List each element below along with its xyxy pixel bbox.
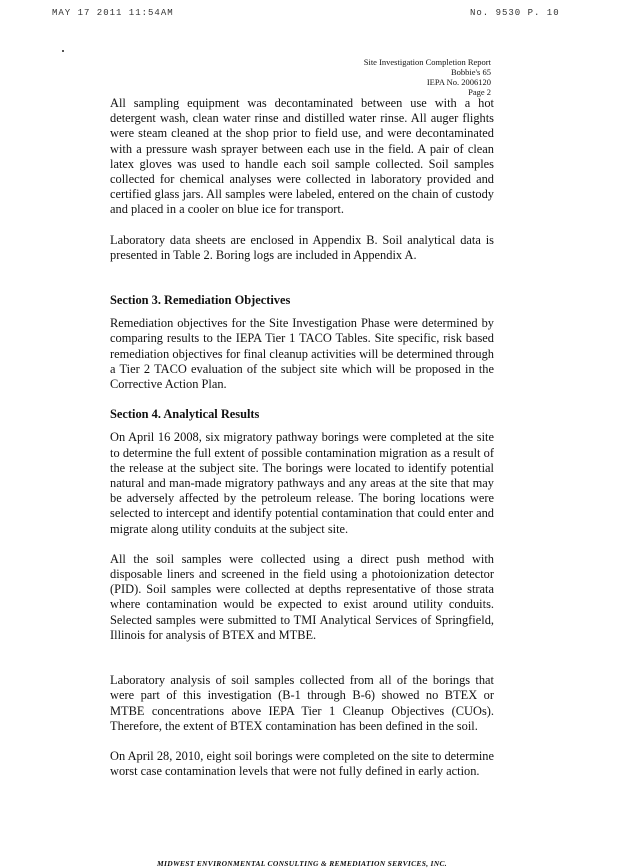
paragraph-remediation-objectives: Remediation objectives for the Site Investigation Phase were determined by comparing results to the IEPA Tier 1 TACO Tables. Site specific, risk based remediation objectives for final cleanup activities will be determined through a Tier 2 TACO evaluation of the subject site which will be proposed in the Corrective Action Plan. xyxy=(110,316,494,392)
paragraph-lab-analysis: Laboratory analysis of soil samples collected from all of the borings that were part of this investigation (B-1 through B-6) showed no BTEX or MTBE concentrations above IEPA Tier 1 Cleanup Objectives (CUOs). Therefore, the extent of BTEX contamination has been defined in the soil. xyxy=(110,673,494,733)
section-3-heading: Section 3. Remediation Objectives xyxy=(110,293,291,308)
scan-speck xyxy=(62,50,64,52)
section-4-heading: Section 4. Analytical Results xyxy=(110,407,260,422)
fax-header-right: No. 9530 P. 10 xyxy=(470,8,560,18)
site-name: Bobbie's 65 xyxy=(450,67,491,77)
fax-header-left: MAY 17 2011 11:54AM xyxy=(52,8,174,18)
paragraph-lab-data: Laboratory data sheets are enclosed in Appendix B. Soil analytical data is presented in Table 2. Boring logs are included in Appendix A. xyxy=(110,232,494,262)
report-title: Site Investigation Completion Report xyxy=(363,57,491,67)
paragraph-borings-2010: On April 28, 2010, eight soil borings were completed on the site to determine worst case contamination levels that were not fully defined in early action. xyxy=(110,748,494,779)
iepa-number: IEPA No. 2006120 xyxy=(426,77,491,87)
paragraph-soil-samples: All the soil samples were collected using a direct push method with disposable liners and screened in the field using a photoionization detector (PID). Soil samples were collected at depths representative of those strata where contamination would be expected to exist around utility conduits. Selected samples were submitted to TMI Analytical Services of Springfield, Illinois for analysis of BTEX and MTBE. xyxy=(110,551,494,642)
page-number: Page 2 xyxy=(468,87,491,97)
paragraph-borings-2008: On April 16 2008, six migratory pathway borings were completed at the site to determine the full extent of possible contamination migration as a result of the release at the subject site. The borings were located to identify potential natural and man-made migratory pathways and any areas at the site that may be adversely affected by the petroleum release. The boring locations were selected to intercept and identify potential contamination that could enter and migrate along utility conduits at the subject site. xyxy=(110,430,494,536)
company-footer: MIDWEST ENVIRONMENTAL CONSULTING & REMEDIATION SERVICES, INC. xyxy=(157,859,447,868)
paragraph-decontamination: All sampling equipment was decontaminated between use with a hot detergent wash, clean water rinse and distilled water rinse. All auger flights were steam cleaned at the shop prior to field use, and were decontaminated with a pressure wash sprayer between each use in the field. A pair of clean latex gloves was used to handle each soil sample collected. Soil samples collected for chemical analyses were collected in laboratory provided and certified glass jars. All samples were labeled, entered on the chain of custody and placed in a cooler on blue ice for transport. xyxy=(110,96,494,217)
report-header xyxy=(364,57,491,97)
body-text xyxy=(110,96,494,868)
